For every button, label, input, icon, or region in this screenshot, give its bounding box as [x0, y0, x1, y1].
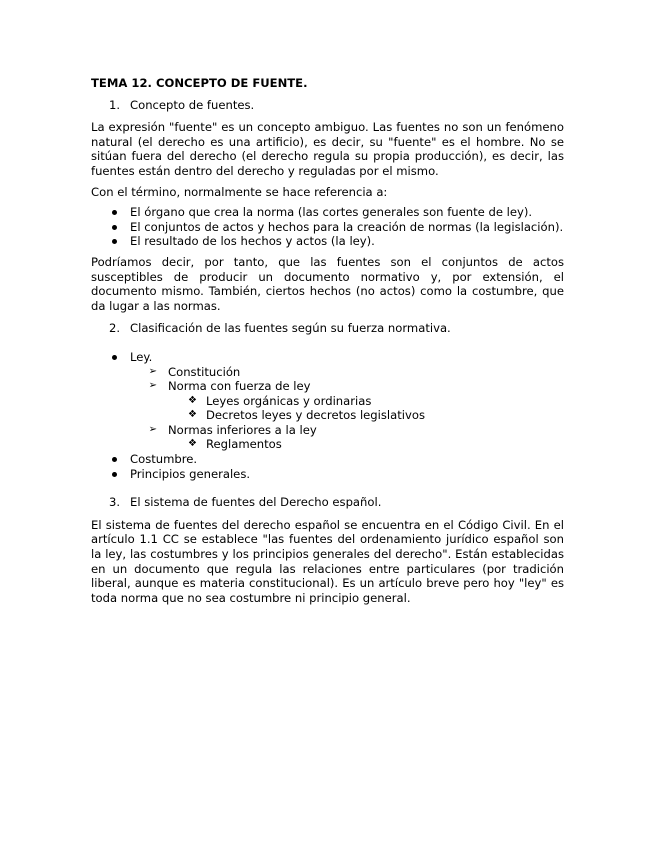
outline-decretos: Decretos leyes y decretos legislativos: [206, 408, 426, 423]
paragraph-sistema-fuentes: El sistema de fuentes del derecho español se encuentra en el Código Civil. En el artículo 1.1 CC se establece "las fuentes del ordenamiento jurídico español son la ley, las costumbres y los principios generales del derecho". Están establecidas en un documento que regula las relaciones entre particulares (por tradición liberal, aunque es materia constitucional). Es un artículo breve pero hoy "ley" es toda norma que no sea costumbre ni principio general.: [91, 517, 564, 605]
list-item: [91, 205, 564, 220]
diamond-icon: ❖: [188, 438, 197, 450]
classification-outline-rest: [91, 452, 564, 481]
section-title-3: El sistema de fuentes del Derecho español.: [130, 495, 382, 510]
outline-subitem: [91, 365, 564, 380]
document-page: [91, 76, 564, 605]
outline-subitem: [91, 379, 564, 394]
bullet-icon: [91, 234, 130, 249]
bullet-icon: [91, 220, 130, 235]
outline-subsubitem: [91, 394, 564, 409]
list-item-text: El resultado de los hechos y actos (la ley).: [130, 234, 375, 249]
outline-normas-inferiores: Normas inferiores a la ley: [168, 422, 317, 437]
outline-costumbre: Costumbre.: [130, 452, 198, 467]
referencia-list: [91, 205, 564, 249]
outline-subsubitem: [91, 408, 564, 423]
list-item: [91, 350, 564, 365]
bullet-icon: [91, 205, 130, 220]
paragraph-fuente-definition: La expresión "fuente" es un concepto ambiguo. Las fuentes no son un fenómeno natural (el derecho es una artificio), es decir, su "fuente" es el hombre. No se sitúan fuera del derecho (el derecho regula su propia producción), es decir, las fuentes están dentro del derecho y reguladas por el mismo.: [91, 120, 564, 178]
outline-ley: Ley.: [130, 349, 153, 364]
list-item-text: El órgano que crea la norma (las cortes generales son fuente de ley).: [130, 205, 533, 220]
arrow-icon: ➢: [148, 380, 157, 392]
diamond-icon: ❖: [188, 394, 197, 406]
arrow-icon: ➢: [148, 423, 157, 435]
outline-subitem: [91, 423, 564, 438]
list-item: [91, 452, 564, 467]
section-number-1: 1.: [109, 97, 121, 112]
section-number-2: 2.: [109, 321, 121, 336]
list-item-text: El conjuntos de actos y hechos para la creación de normas (la legislación).: [130, 219, 564, 234]
bullet-icon: [91, 452, 130, 467]
outline-reglamentos: Reglamentos: [206, 437, 282, 452]
outline-principios: Principios generales.: [130, 466, 251, 481]
section-heading-2: [91, 321, 564, 336]
section-heading-3: [91, 495, 564, 510]
document-title: TEMA 12. CONCEPTO DE FUENTE.: [91, 76, 308, 90]
bullet-icon: [91, 350, 130, 365]
section-number-3: 3.: [109, 495, 121, 510]
list-item: [91, 220, 564, 235]
classification-outline: [91, 350, 564, 365]
section-heading-1: [91, 98, 564, 113]
outline-subsubitem: [91, 437, 564, 452]
section-title-2: Clasificación de las fuentes según su fuerza normativa.: [130, 321, 451, 336]
list-item: [91, 234, 564, 249]
outline-leyes-organicas: Leyes orgánicas y ordinarias: [206, 393, 372, 408]
list-item: [91, 467, 564, 482]
paragraph-conclusion: Podríamos decir, por tanto, que las fuentes son el conjuntos de actos susceptibles de producir un documento normativo y, por extensión, el documento mismo. También, ciertos hechos (no actos) como la costumbre, que da lugar a las normas.: [91, 254, 564, 313]
section-title-1: Concepto de fuentes.: [130, 97, 255, 112]
outline-norma-fuerza: Norma con fuerza de ley: [168, 379, 311, 394]
bullet-icon: [91, 467, 130, 482]
arrow-icon: ➢: [148, 365, 157, 377]
paragraph-referencia-intro: Con el término, normalmente se hace referencia a:: [91, 184, 388, 199]
diamond-icon: ❖: [188, 409, 197, 421]
outline-constitucion: Constitución: [168, 364, 241, 379]
